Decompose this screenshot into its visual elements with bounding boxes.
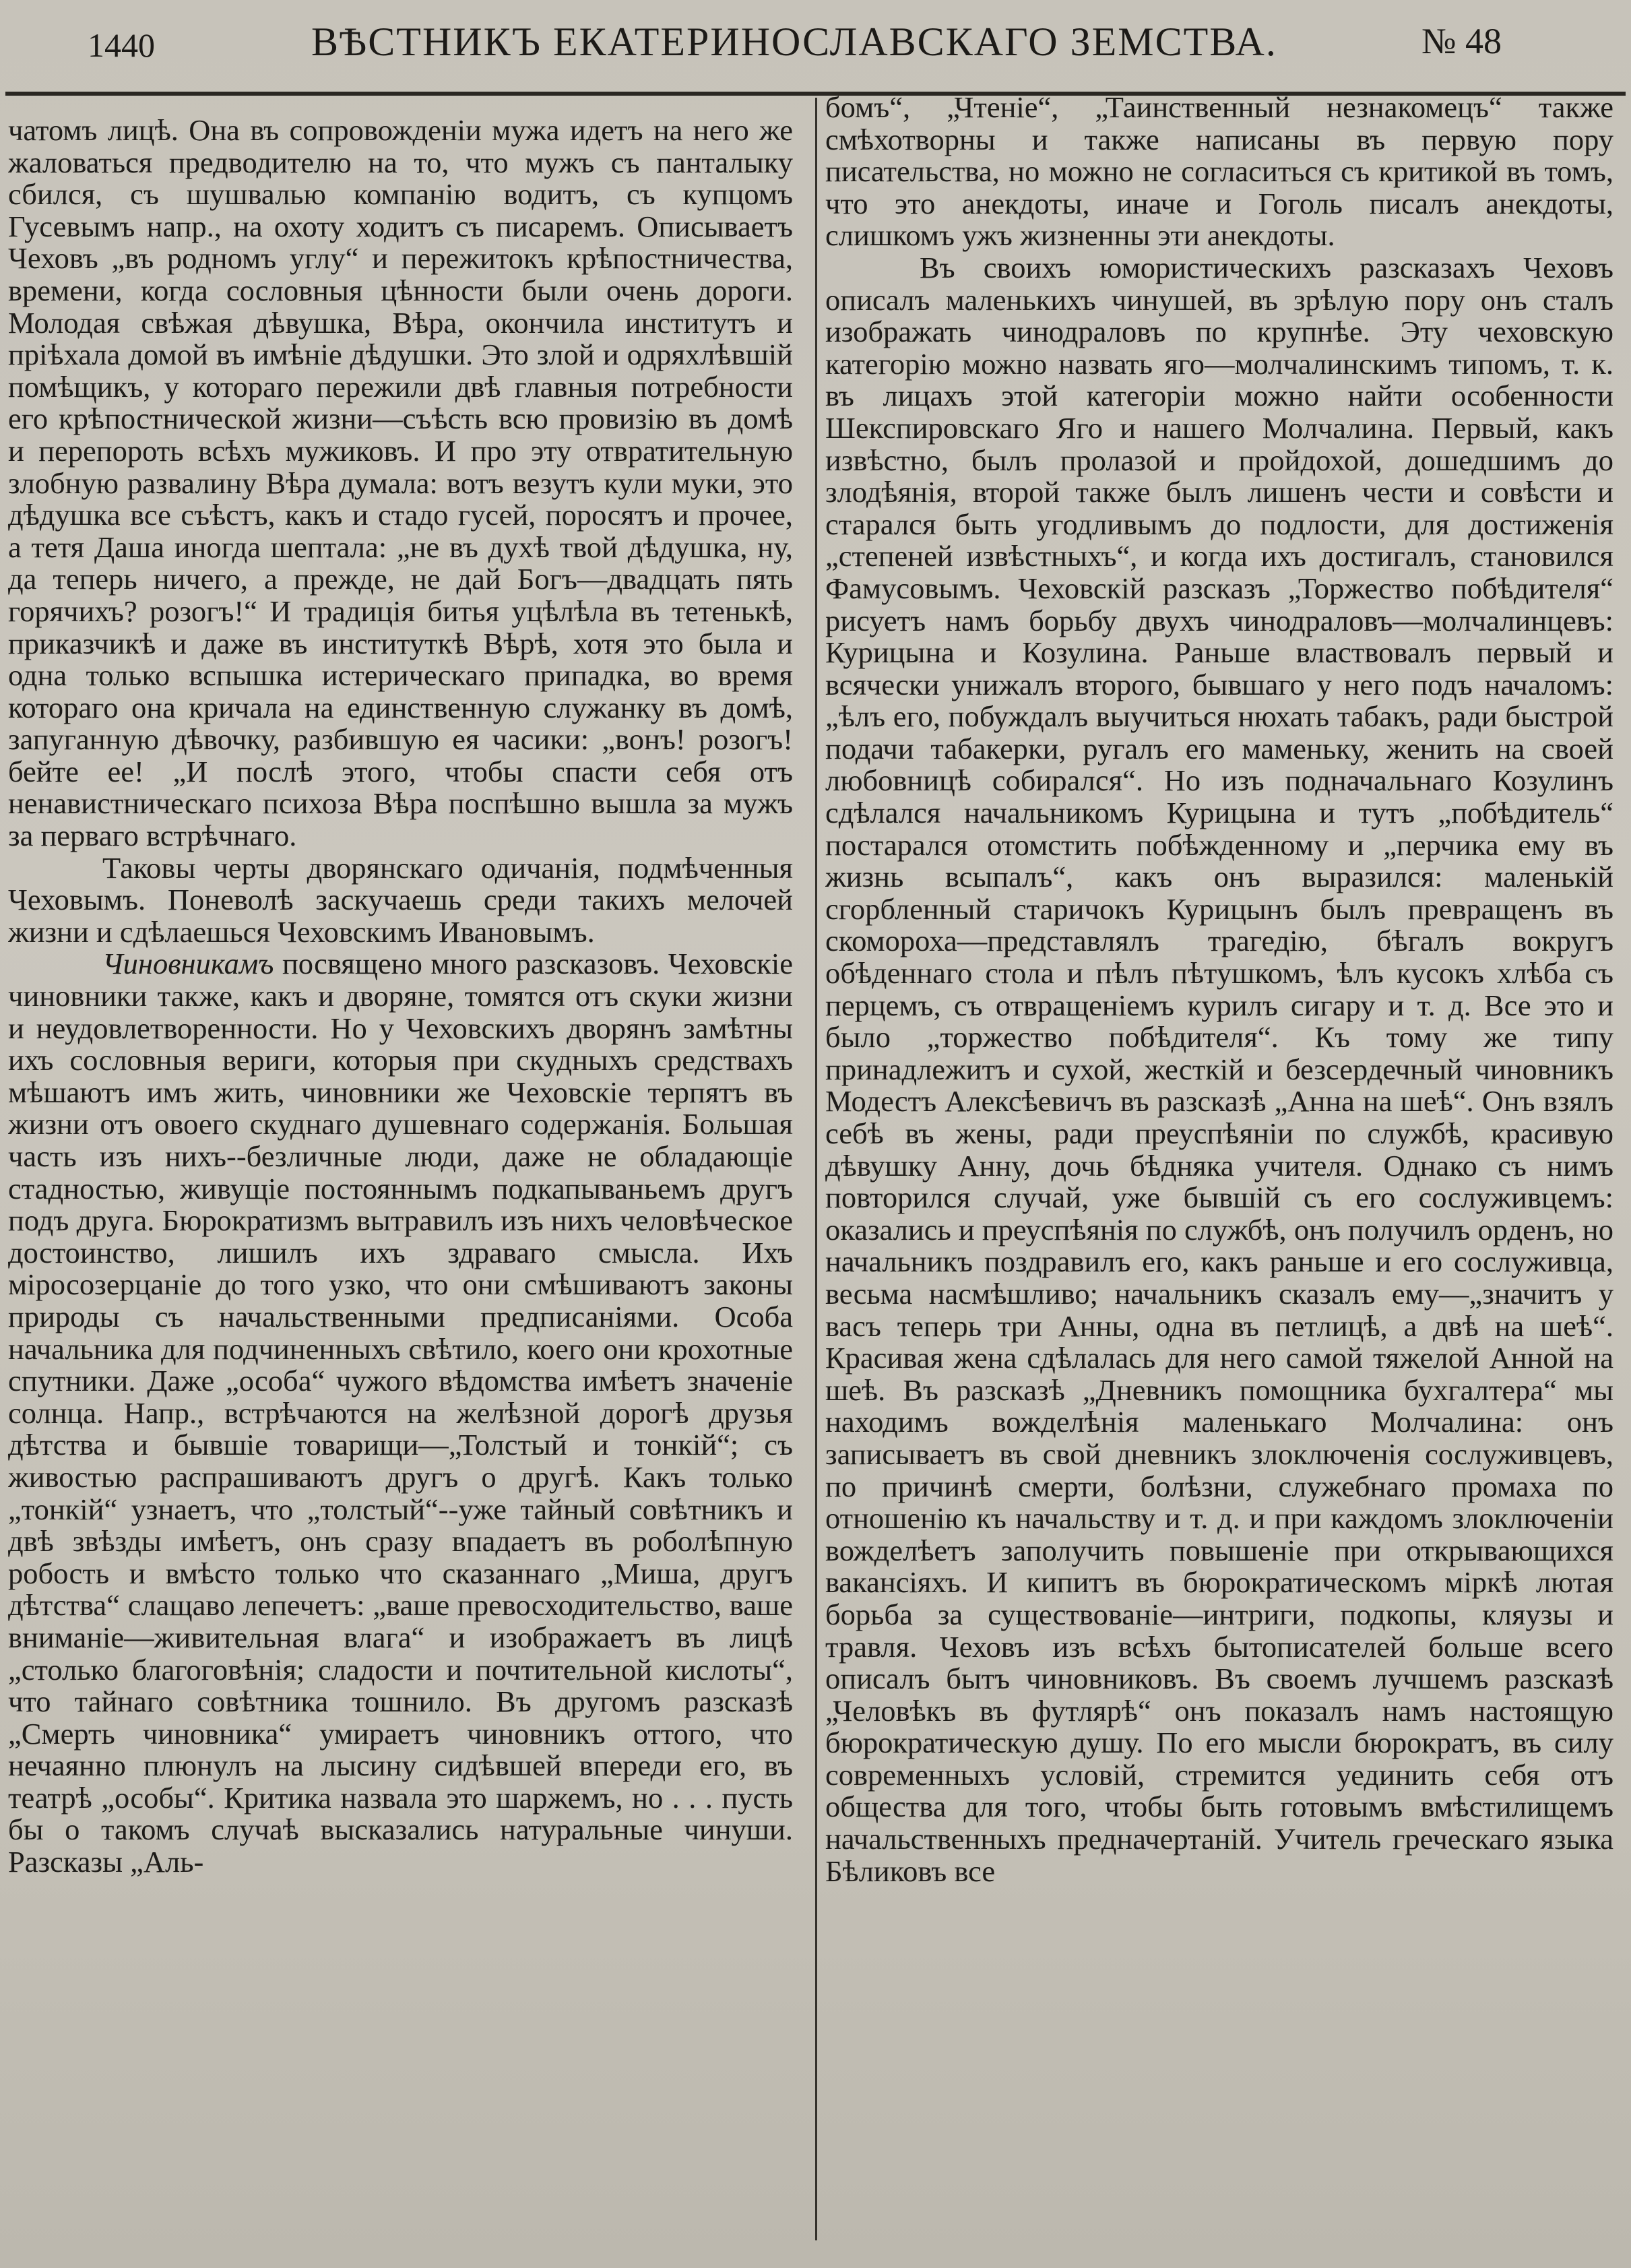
issue-number: № 48 [1421, 21, 1502, 61]
left-paragraph-3 [8, 948, 793, 1878]
left-paragraph-2: Таковы черты дворянскаго одичанія, подмѣченныя Чеховымъ. Поневолѣ заскучаешь среди такихъ мелочей жизни и сдѣлаешься Чеховскимъ Ивановымъ. [8, 850, 793, 949]
journal-title: ВѢСТНИКЪ ЕКАТЕРИНОСЛАВСКАГО ЗЕМСТВА. [311, 20, 1277, 64]
column-divider [815, 98, 817, 2240]
left-column [8, 115, 793, 2237]
left-paragraph-1: чатомъ лицѣ. Она въ сопровожденіи мужа идетъ на него же жаловаться предводителю на то, что мужъ съ панталыку сбился, съ шушвалью компанію водитъ, съ купцомъ Гусевымъ напр., на охоту ходитъ съ писаремъ. Описываетъ Чеховъ „въ родномъ углу“ и пережитокъ крѣпостничества, времени, когда сословныя цѣнности были очень дороги. Молодая свѣжая дѣвушка, Вѣра, окончила институтъ и пріѣхала домой въ имѣніе дѣдушки. Это злой и одряхлѣвшій помѣщикъ, у котораго пережили двѣ главныя потребности его крѣпостнической жизни—съѣсть всю провизію въ домѣ и перепороть всѣхъ мужиковъ. И про эту отвратительную злобную развалину Вѣра думала: вотъ везутъ кули муки, это дѣдушка все съѣстъ, какъ и стадо гусей, поросятъ и прочее, а тетя Даша иногда шептала: „не въ духѣ твой дѣдушка, ну, да теперь ничего, а прежде, не дай Богъ—двадцать пять горячихъ? розогъ!“ И традиція битья уцѣлѣла въ тетенькѣ, приказчикѣ и даже въ институткѣ Вѣрѣ, хотя это была и одна только вспышка истерическаго припадка, во время котораго она кричала на единственную служанку въ домѣ, запуганную дѣвочку, разбившую ея часики: „вонъ! розогъ! бейте ее! „И послѣ этого, чтобы спасти себя отъ ненавистническаго психоза Вѣра поспѣшно вышла за мужъ за перваго встрѣчнаго. [8, 115, 793, 853]
right-column [825, 92, 1613, 2214]
right-paragraph-2: Въ своихъ юмористическихъ разсказахъ Чеховъ описалъ маленькихъ чинушей, въ зрѣлую пору онъ сталъ изображать чинодраловъ по крупнѣе. Эту чеховскую категорію можно назвать яго—молчалинскимъ типомъ, т. к. въ лицахъ этой категоріи можно найти особенности Шекспировскаго Яго и нашего Молчалина. Первый, какъ извѣстно, былъ пролазой и пройдохой, дошедшимъ до злодѣянія, второй также былъ лишенъ чести и совѣсти и старался быть угодливымъ до подлости, для достиженія „степеней извѣстныхъ“, и когда ихъ достигалъ, становился Фамусовымъ. Чеховскій разсказъ „Торжество побѣдителя“ рисуетъ намъ борьбу двухъ чинодраловъ—молчалинцевъ: Курицына и Козулина. Раньше властвовалъ первый и всячески унижалъ второго, бывшаго у него подъ началомъ: „ѣлъ его, побуждалъ выучиться нюхать табакъ, ради быстрой подачи табакерки, ругалъ его маменьку, женить на своей любовницѣ собирался“. Но изъ подначальнаго Козулинъ сдѣлался начальникомъ Курицына и тутъ „побѣдитель“ постарался отомстить побѣжденному и „перчика ему въ жизнь всыпалъ“, какъ онъ выразился: маленькій сгорбленный старичокъ Курицынъ былъ превращенъ въ скомороха—представлялъ трагедію, бѣгалъ вокругъ обѣденнаго стола и пѣлъ пѣтушкомъ, ѣлъ кусокъ хлѣба съ перцемъ, съ отвращеніемъ курилъ сигару и т. д. Все это и было „торжество побѣдителя“. Къ тому же типу принадлежитъ и сухой, жесткій и безсердечный чиновникъ Модестъ Алексѣевичъ въ разсказѣ „Анна на шеѣ“. Онъ взялъ себѣ въ жены, ради преуспѣяніи по службѣ, красивую дѣвушку Анну, дочь бѣдняка учителя. Однако съ нимъ повторился случай, уже бывшій съ его сослуживцемъ: оказались и преуспѣянія по службѣ, онъ получилъ орденъ, но начальникъ поздравилъ его, какъ раньше и его сослуживца, весьма насмѣшливо; начальникъ сказалъ ему—„значитъ у васъ теперь три Анны, одна въ петлицѣ, а двѣ на шеѣ“. Красивая жена сдѣлалась для него самой тяжелой Анной на шеѣ. Въ разсказѣ „Дневникъ помощника бухгалтера“ мы находимъ вожделѣнія маленькаго Молчалина: онъ записываетъ въ свой дневникъ злоключенія сослуживцевъ, по причинѣ смерти, болѣзни, служебнаго промаха по отношенію къ начальству и т. д. и при каждомъ злоключеніи вожделѣетъ заполучить повышеніе при открывающихся вакансіяхъ. И кипитъ въ бюрократическомъ міркѣ лютая борьба за существованіе—интриги, подкопы, кляузы и травля. Чеховъ изъ всѣхъ бытописателей больше всего описалъ бытъ чиновниковъ. Въ своемъ лучшемъ разсказѣ „Человѣкъ въ футлярѣ“ онъ показалъ намъ настоящую бюрократическую душу. По его мысли бюрократъ, въ силу современныхъ условій, стремится уединить себя отъ общества для того, чтобы быть готовымъ вмѣстилищемъ начальственныхъ предначертаній. Учитель греческаго языка Бѣликовъ все [825, 250, 1613, 1888]
chinovniki-emphasis: Чиновникамъ [102, 947, 274, 981]
left-paragraph-3-text: посвящено много разсказовъ. Чеховскіе чиновники также, какъ и дворяне, томятся отъ скуки жизни и неудовлетворенности. Но у Чеховскихъ дворянъ замѣтны ихъ сословныя вериги, которыя при скудныхъ средствахъ мѣшаютъ имъ жить, чиновники же Чеховскіе терпятъ въ жизни отъ овоего скуднаго душевнаго содержанія. Большая часть изъ нихъ--безличные люди, даже не обладающіе стадностью, живущіе постояннымъ подкапываньемъ другъ подъ друга. Бюрократизмъ вытравилъ изъ нихъ человѣческое достоинство, лишилъ ихъ здраваго смысла. Ихъ міросозерцаніе до того узко, что они смѣшиваютъ законы природы съ начальственными предписаніями. Особа начальника для подчиненныхъ свѣтило, коего они крохотные спутники. Даже „особа“ чужого вѣдомства имѣетъ значеніе солнца. Напр., встрѣчаются на желѣзной дорогѣ друзья дѣтства и бывшіе товарищи—„Толстый и тонкій“; съ живостью распрашиваютъ другъ о другѣ. Какъ только „тонкій“ узнаетъ, что „толстый“--уже тайный совѣтникъ и двѣ звѣзды имѣетъ, онъ сразу впадаетъ въ роболѣпную робость и вмѣсто только что сказаннаго „Миша, другъ дѣтства“ слащаво лепечетъ: „ваше превосходительство, ваше вниманіе—живительная влага“ и изображаетъ въ лицѣ „столько благоговѣнія; сладости и почтительной кислоты“, что тайнаго совѣтника тошнило. Въ другомъ разсказѣ „Смерть чиновника“ умираетъ чиновникъ оттого, что нечаянно плюнулъ на лысину сидѣвшей впереди его, въ театрѣ „особы“. Критика назвала это шаржемъ, но . . . пусть бы о такомъ случаѣ высказались натуральные чинуши. Разсказы „Аль- [8, 947, 793, 1879]
page-header [0, 0, 1631, 88]
page-number: 1440 [88, 26, 155, 64]
right-paragraph-1: бомъ“, „Чтеніе“, „Таинственный незнакомецъ“ также смѣхотворны и также написаны въ первую пору писательства, но можно не согласиться съ критикой въ томъ, что это анекдоты, иначе и Гоголь писалъ анекдоты, слишкомъ ужъ жизненны эти анекдоты. [825, 92, 1613, 253]
